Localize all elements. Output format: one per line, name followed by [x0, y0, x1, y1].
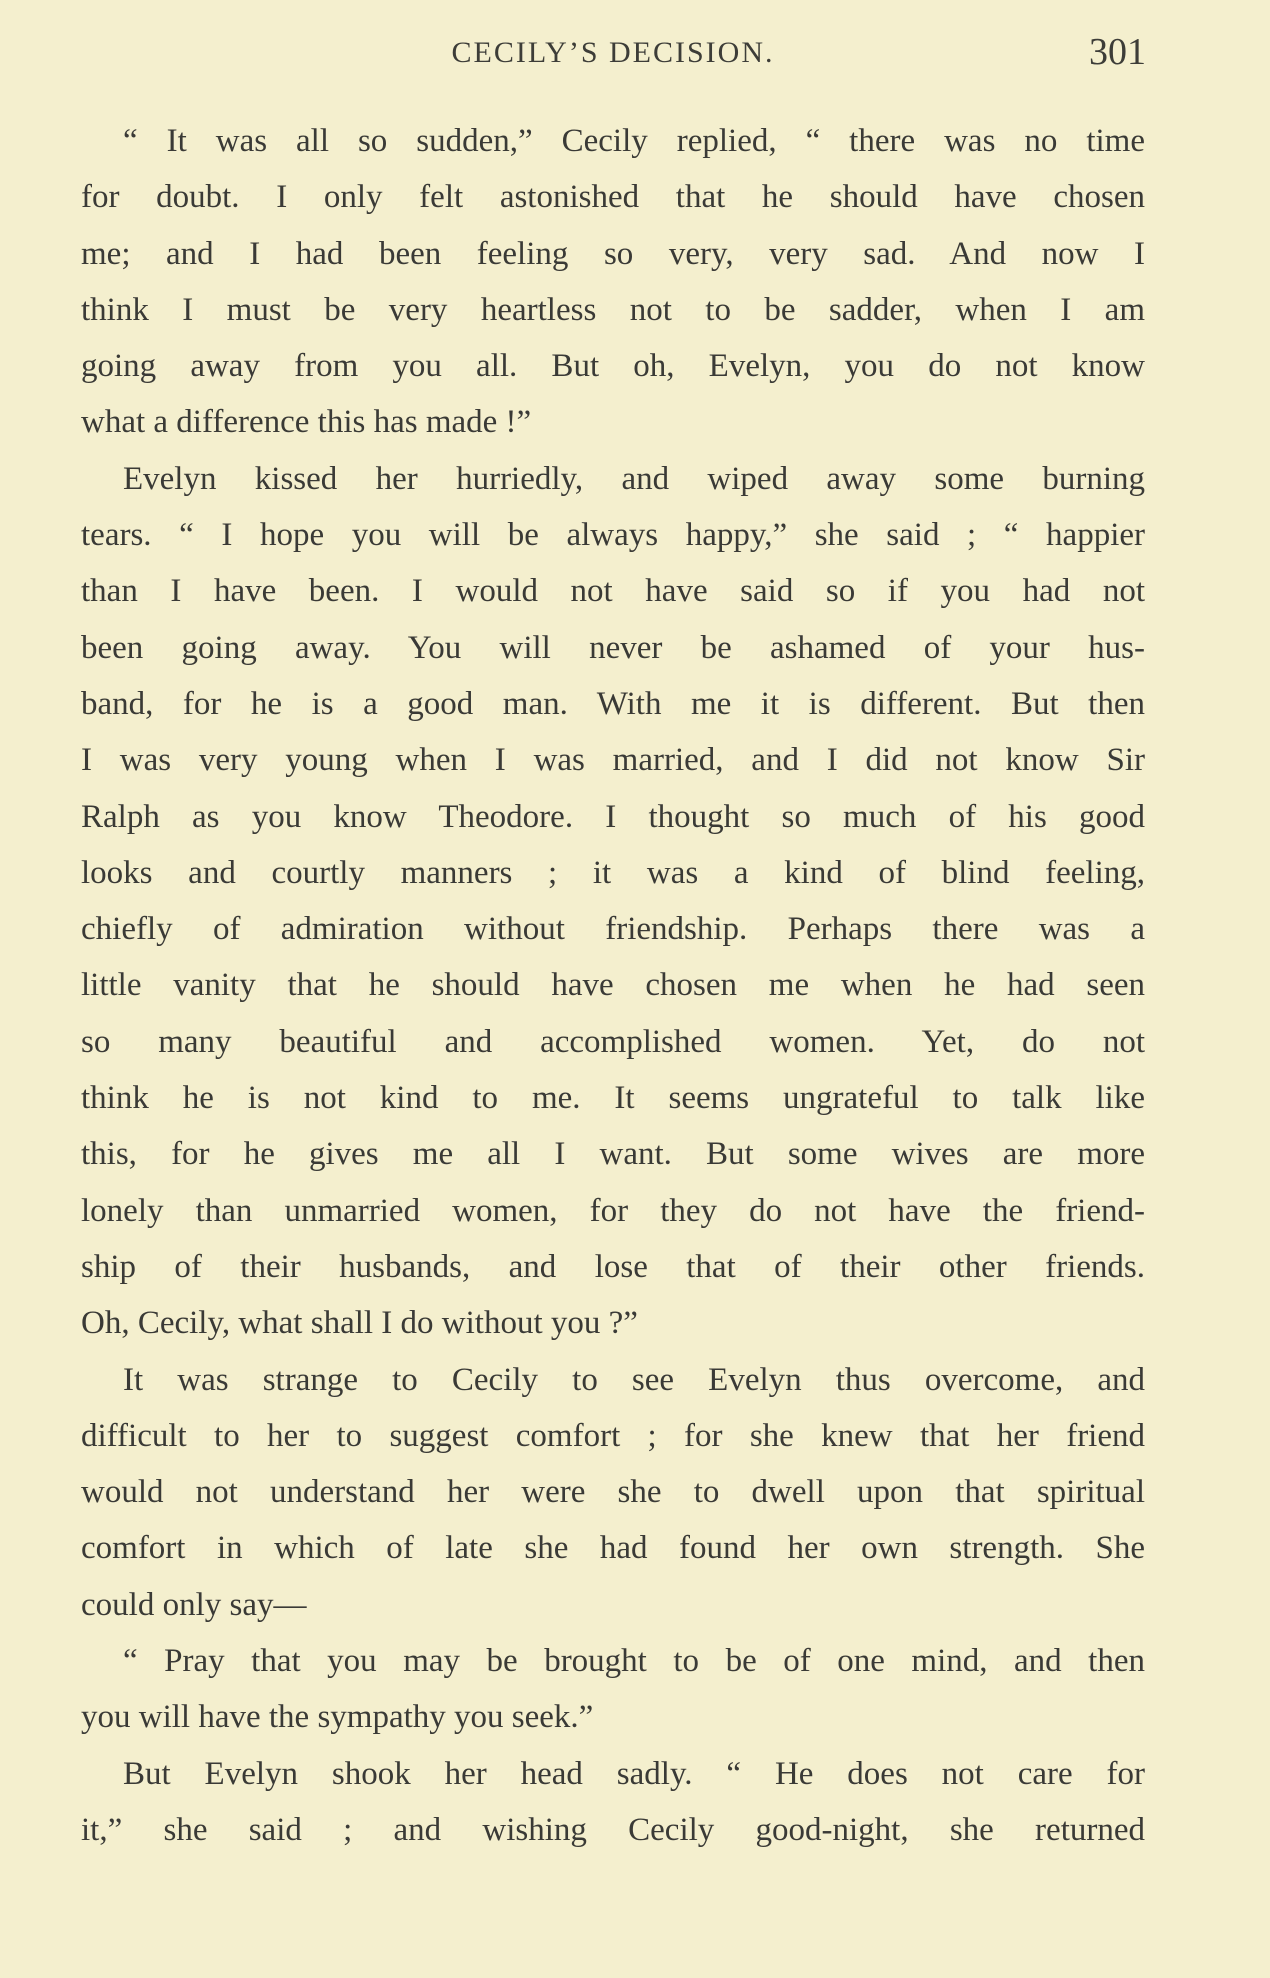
text-line: difficult to her to suggest comfort ; for she knew that her friend	[81, 1417, 1145, 1454]
text-line: you will have the sympathy you seek.”	[81, 1699, 594, 1736]
text-line: than I have been. I would not have said so if you had not	[81, 573, 1145, 610]
text-line: little vanity that he should have chosen me when he had seen	[81, 967, 1145, 1004]
text-line: comfort in which of late she had found her own strength. She	[81, 1530, 1145, 1567]
text-line: think I must be very heartless not to be sadder, when I am	[81, 291, 1145, 328]
text-line: been going away. You will never be ashamed of your hus-	[81, 629, 1145, 666]
text-line: for doubt. I only felt astonished that he should have chosen	[81, 179, 1145, 216]
text-line: I was very young when I was married, and I did not know Sir	[81, 742, 1145, 779]
text-line: this, for he gives me all I want. But some wives are more	[81, 1136, 1145, 1173]
text-line: lonely than unmarried women, for they do not have the friend-	[81, 1192, 1145, 1229]
body-text	[81, 113, 1145, 1858]
text-line: looks and courtly manners ; it was a kind of blind feeling,	[81, 854, 1145, 891]
text-line: would not understand her were she to dwell upon that spiritual	[81, 1474, 1145, 1511]
text-line: ship of their husbands, and lose that of their other friends.	[81, 1248, 1145, 1285]
text-line: Evelyn kissed her hurriedly, and wiped away some burning	[123, 460, 1145, 497]
text-line: going away from you all. But oh, Evelyn, you do not know	[81, 348, 1145, 385]
text-line: Oh, Cecily, what shall I do without you ?”	[81, 1305, 638, 1342]
text-line: band, for he is a good man. With me it is different. But then	[81, 685, 1145, 722]
text-line: But Evelyn shook her head sadly. “ He does not care for	[123, 1755, 1145, 1792]
page-number: 301	[1089, 31, 1146, 73]
text-line: chiefly of admiration without friendship. Perhaps there was a	[81, 911, 1145, 948]
text-line: it,” she said ; and wishing Cecily good-night, she returned	[81, 1811, 1145, 1848]
text-line: what a difference this has made !”	[81, 404, 532, 441]
running-title: CECILY’S DECISION.	[451, 36, 775, 69]
text-line: think he is not kind to me. It seems ungrateful to talk like	[81, 1080, 1145, 1117]
text-line: “ Pray that you may be brought to be of one mind, and then	[123, 1643, 1145, 1680]
text-line: “ It was all so sudden,” Cecily replied, “ there was no time	[123, 123, 1145, 159]
text-line: me; and I had been feeling so very, very sad. And now I	[81, 235, 1145, 272]
text-line: It was strange to Cecily to see Evelyn thus overcome, and	[123, 1361, 1145, 1398]
text-line: Ralph as you know Theodore. I thought so much of his good	[81, 798, 1145, 835]
text-line: so many beautiful and accomplished women. Yet, do not	[81, 1023, 1145, 1060]
text-line: could only say—	[81, 1586, 307, 1623]
running-head	[80, 30, 1146, 80]
text-line: tears. “ I hope you will be always happy,” she said ; “ happier	[81, 517, 1145, 554]
